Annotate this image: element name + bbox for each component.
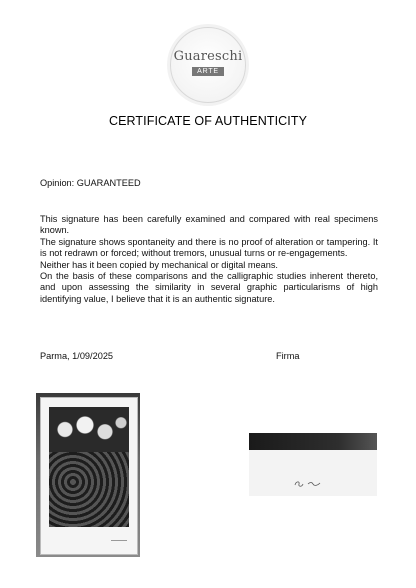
signature-detail-photo	[249, 433, 377, 496]
artwork-photo	[36, 393, 140, 557]
body-paragraph: On the basis of these comparisons and the calligraphic studies inherent thereto, and upon assessing the similarity in several graphic particularisms of high identifying value, I believe that it is an authentic signature.	[40, 271, 378, 304]
artwork-signature-mark	[111, 536, 127, 541]
body-paragraph: This signature has been carefully examined and compared with real specimens known.	[40, 214, 378, 236]
place-date: Parma, 1/09/2025	[40, 351, 114, 361]
signature-label: Firma	[276, 351, 300, 361]
certificate-title: CERTIFICATE OF AUTHENTICITY	[108, 114, 308, 128]
guareschi-arte-logo	[170, 27, 246, 103]
body-paragraph: Neither has it been copied by mechanical or digital means.	[40, 259, 278, 270]
artwork-flowers	[49, 407, 129, 452]
artwork-print	[49, 407, 129, 527]
certificate-body	[40, 214, 378, 305]
opinion-text: Opinion: GUARANTEED	[40, 178, 141, 188]
logo-subtitle: ARTE	[192, 67, 224, 76]
artwork-leaves	[49, 452, 129, 527]
signature-photo-dark-area	[249, 433, 377, 450]
logo-name: Guareschi	[173, 48, 243, 64]
artwork-frame	[40, 397, 138, 555]
body-paragraph: The signature shows spontaneity and there is no proof of alteration or tampering. It is not redrawn or forced; without tremors, unusual turns or re-engagements.	[40, 236, 378, 259]
handwritten-signature	[293, 479, 323, 489]
